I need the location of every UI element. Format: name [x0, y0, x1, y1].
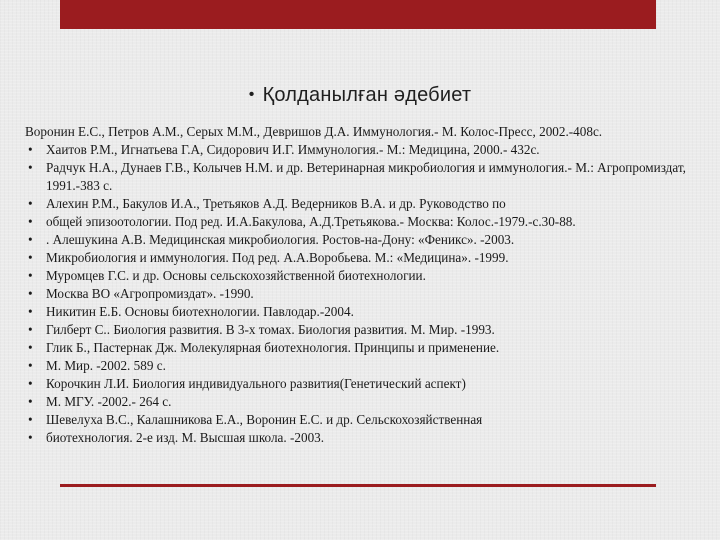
bullet-icon: • [28, 376, 33, 391]
bullet-icon: • [28, 412, 33, 427]
reference-item [25, 321, 705, 339]
bullet-icon: • [28, 160, 33, 175]
reference-item [25, 357, 705, 375]
reference-item [25, 411, 705, 429]
bullet-icon: • [28, 268, 33, 283]
title-bullet: • [248, 86, 255, 103]
reference-text: Алехин Р.М., Бакулов И.А., Третьяков А.Д. Ведерников В.А. и др. Руководство по [46, 196, 506, 211]
slide-title-text: Қолданылған әдебиет [262, 84, 472, 106]
reference-item [25, 231, 705, 249]
reference-item [25, 303, 705, 321]
reference-text: Глик Б., Пастернак Дж. Молекулярная биотехнология. Принципы и применение. [46, 340, 500, 355]
reference-text: Корочкин Л.И. Биология индивидуального развития(Генетический аспект) [46, 376, 466, 391]
reference-item [25, 159, 705, 195]
reference-item [25, 213, 705, 231]
bullet-icon: • [28, 232, 33, 247]
reference-item [25, 285, 705, 303]
bullet-icon: • [28, 142, 33, 157]
reference-item [25, 429, 705, 447]
bullet-icon: • [28, 430, 33, 445]
bullet-icon: • [28, 322, 33, 337]
reference-text: Никитин Е.Б. Основы биотехнологии. Павлодар.-2004. [46, 304, 354, 319]
bullet-icon: • [28, 286, 33, 301]
bullet-icon: • [28, 358, 33, 373]
bottom-accent-rule [60, 484, 656, 487]
bullet-icon: • [28, 250, 33, 265]
reference-text: Микробиология и иммунология. Под ред. А.А.Воробьева. М.: «Медицина». -1999. [46, 250, 509, 265]
reference-text: Хаитов Р.М., Игнатьева Г.А, Сидорович И.Г. Иммунология.- М.: Медицина, 2000.- 432с. [46, 142, 540, 157]
reference-list [25, 123, 705, 447]
reference-text: Москва ВО «Агропромиздат». -1990. [46, 286, 254, 301]
bullet-icon: • [28, 196, 33, 211]
reference-text: . Алешукина А.В. Медицинская микробиология. Ростов-на-Дону: «Феникс». -2003. [46, 232, 515, 247]
reference-item [25, 249, 705, 267]
reference-text: Гилберт С.. Биология развития. В 3-х томах. Биология развития. М. Мир. -1993. [46, 322, 495, 337]
reference-item [25, 123, 705, 141]
reference-item [25, 267, 705, 285]
bullet-icon: • [28, 394, 33, 409]
reference-text: Радчук Н.А., Дунаев Г.В., Колычев Н.М. и др. Ветеринарная микробиология и иммунология.- М.: Агропромиздат, 1991.-383 с. [46, 160, 686, 193]
reference-text: Шевелуха В.С., Калашникова Е.А., Воронин Е.С. и др. Сельскохозяйственная [46, 412, 483, 427]
slide-title [0, 84, 720, 107]
top-accent-bar [60, 0, 656, 29]
reference-text: общей эпизоотологии. Под ред. И.А.Бакулова, А.Д.Третьякова.- Москва: Колос.-1979.-с.30-88. [46, 214, 576, 229]
reference-text: М. МГУ. -2002.- 264 с. [46, 394, 172, 409]
bullet-icon: • [28, 214, 33, 229]
reference-text: М. Мир. -2002. 589 с. [46, 358, 166, 373]
reference-text: Муромцев Г.С. и др. Основы сельскохозяйственной биотехнологии. [46, 268, 426, 283]
reference-item [25, 339, 705, 357]
bullet-icon: • [28, 304, 33, 319]
bullet-icon: • [28, 340, 33, 355]
reference-item [25, 393, 705, 411]
reference-item [25, 141, 705, 159]
reference-text: биотехнология. 2-е изд. М. Высшая школа. -2003. [46, 430, 325, 445]
reference-item [25, 195, 705, 213]
reference-item [25, 375, 705, 393]
reference-text: Воронин Е.С., Петров А.М., Серых М.М., Девришов Д.А. Иммунология.- М. Колос-Пресс, 2002.-408с. [25, 124, 603, 139]
